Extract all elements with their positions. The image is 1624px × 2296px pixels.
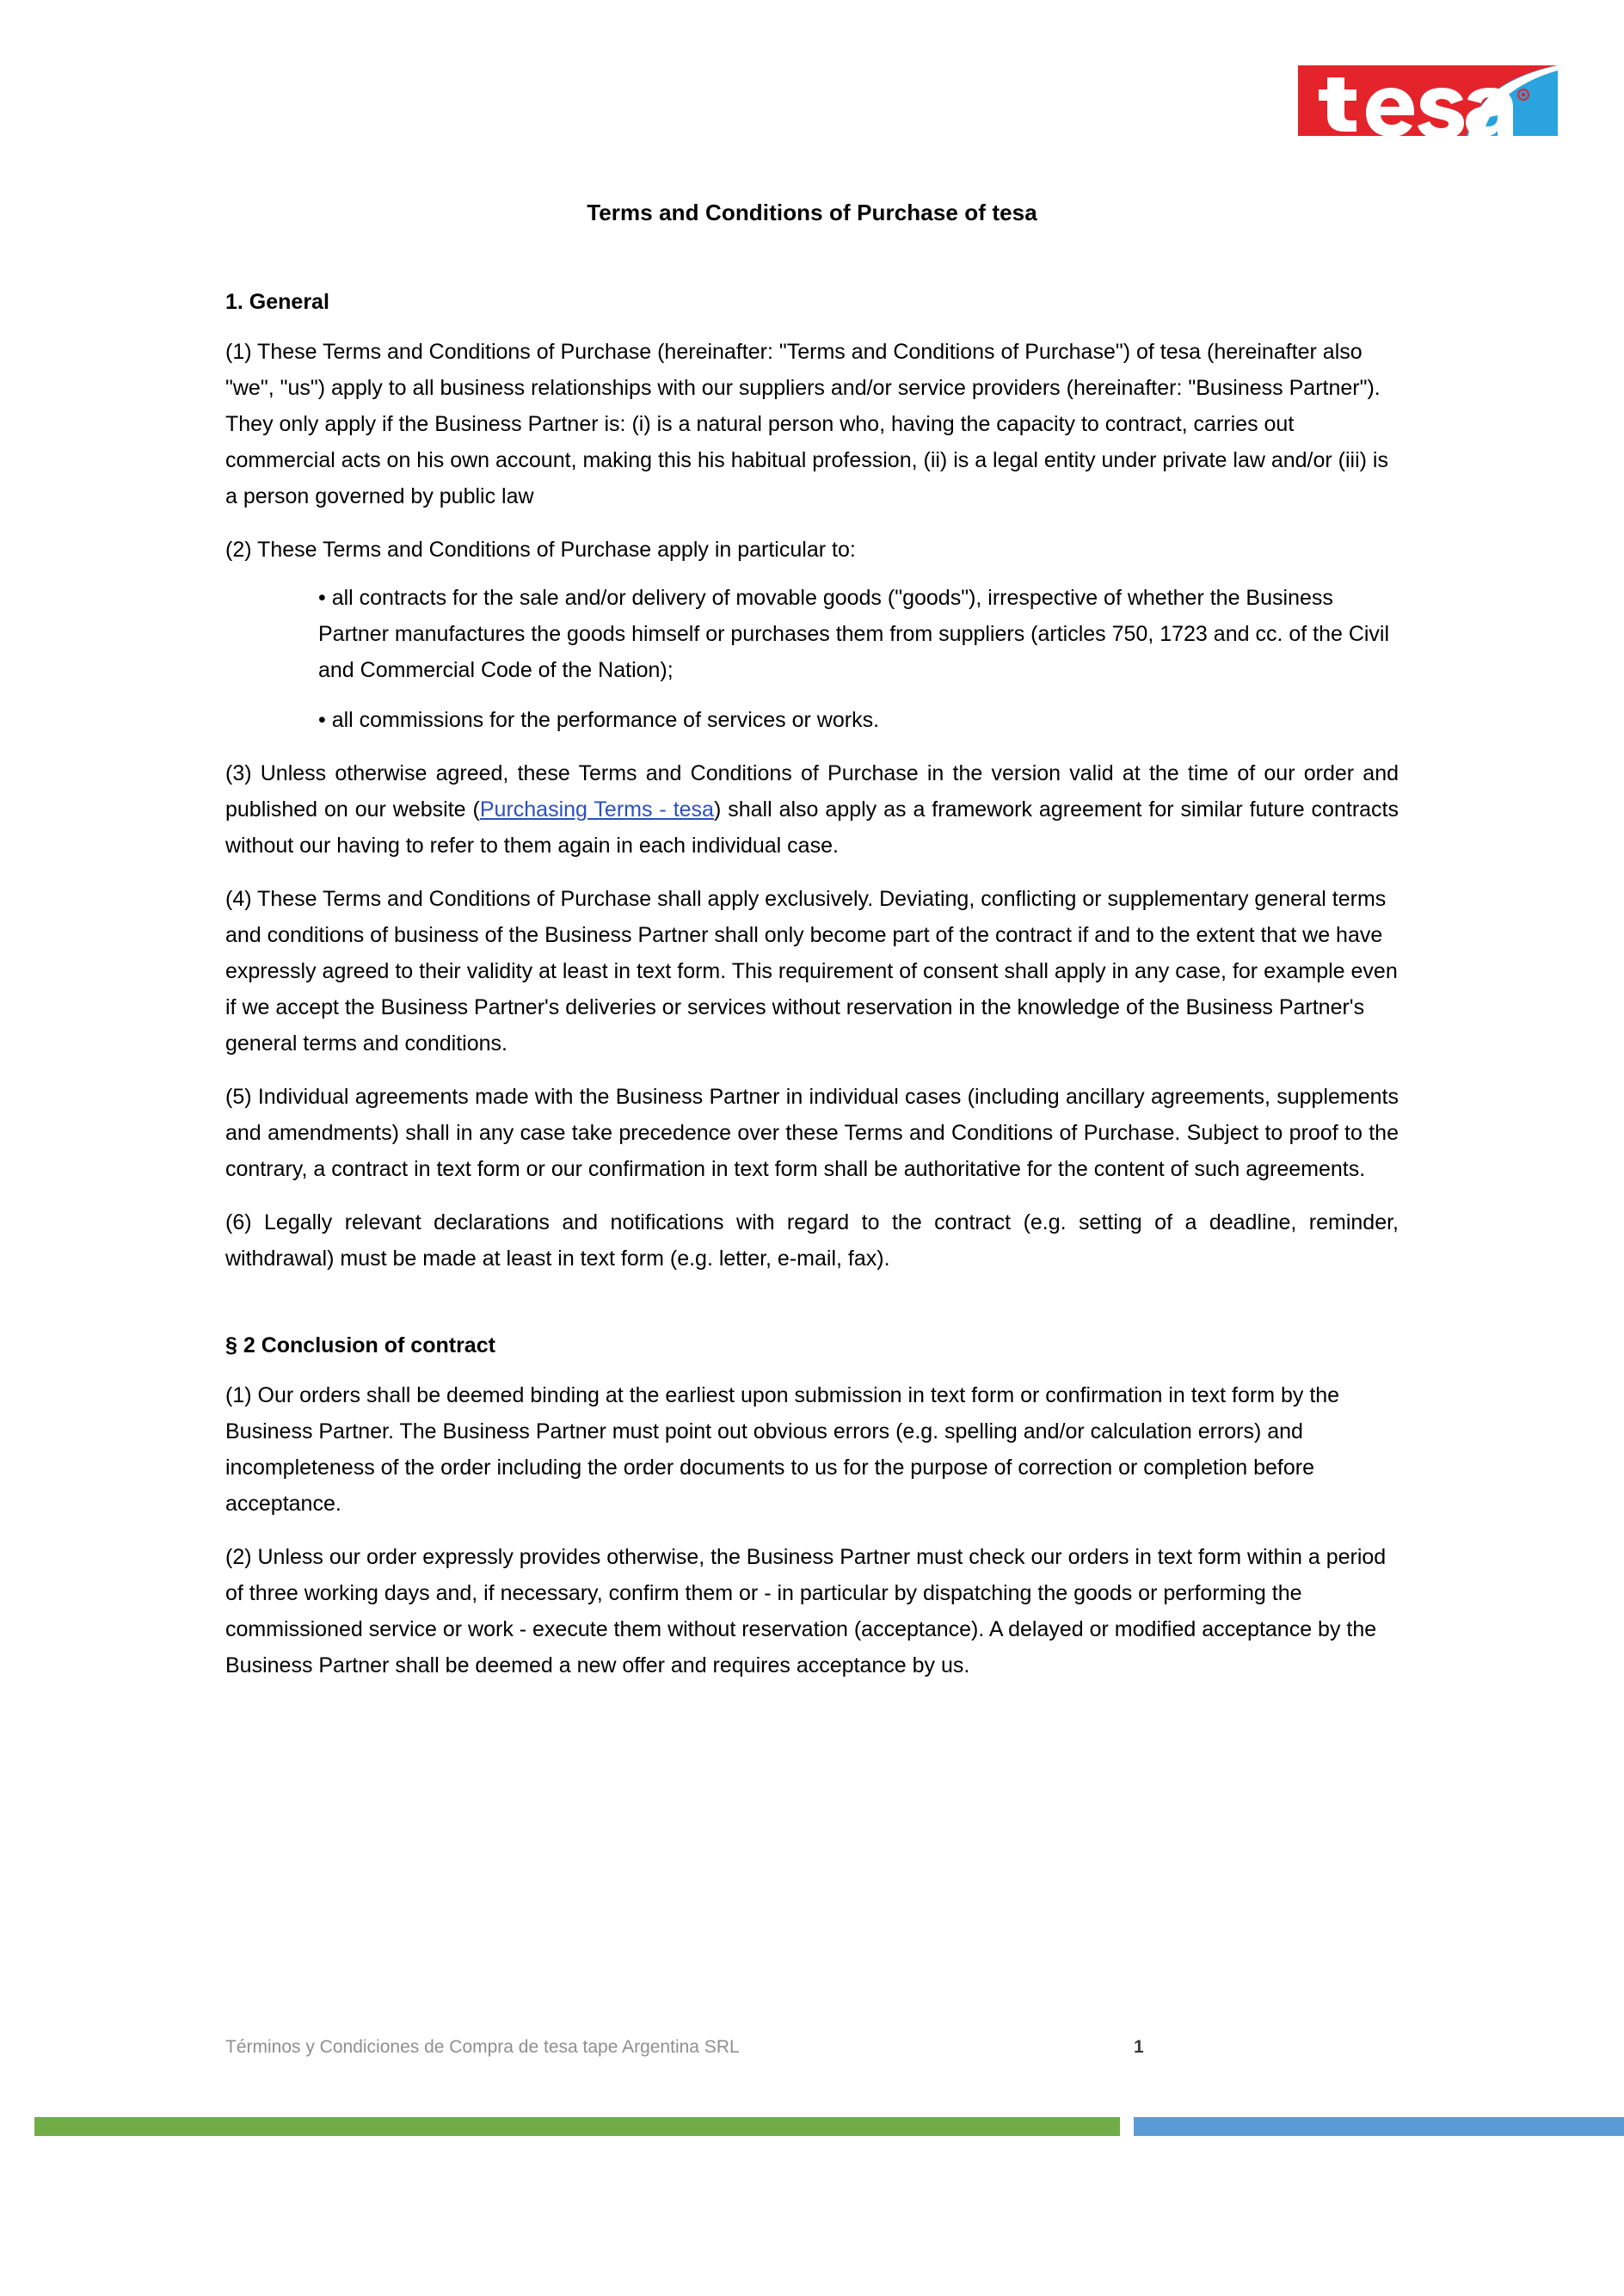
paragraph-1-4: (4) These Terms and Conditions of Purchase shall apply exclusively. Deviating, conflicting or supplementary general terms and conditions of business of the Business Partner shall only become part of the contract if and to the extent that we have expressly agreed to their validity at least in text form. This requirement of consent shall apply in any case, for example even if we accept the Business Partner's deliveries or services without reservation in the knowledge of the Business Partner's general terms and conditions.	[225, 887, 1398, 1056]
paragraph-1-3	[225, 755, 1399, 864]
section-heading-general: 1. General	[225, 290, 329, 314]
paragraph-1-3-pre: (3) Unless otherwise agreed, these Terms and Conditions of Purchase in the version valid at the time of our order and published on our website (	[225, 761, 1399, 822]
list-item-text: • all contracts for the sale and/or delivery of movable goods ("goods"), irrespective of whether the Business Partner manufactures the goods himself or purchases them from suppliers (articles 750, 1723 and cc. of the Civil and Commercial Code of the Nation);	[318, 586, 1390, 682]
paragraph-1-5: (5) Individual agreements made with the Business Partner in individual cases (including ancillary agreements, supplements and amendments) shall in any case take precedence over these Terms and Conditions of Purchase. Subject to proof to the contrary, a contract in text form or our confirmation in text form shall be authoritative for the content of such agreements.	[225, 1085, 1399, 1181]
section-heading-conclusion-of-contract: § 2 Conclusion of contract	[225, 1333, 495, 1357]
paragraph-1-1: (1) These Terms and Conditions of Purchase (hereinafter: "Terms and Conditions of Purchase") of tesa (hereinafter also "we", "us") apply to all business relationships with our suppliers and/or service providers (hereinafter: "Business Partner"). They only apply if the Business Partner is: (i) is a natural person who, having the capacity to contract, carries out commercial acts on his own account, making this his habitual profession, (ii) is a legal entity under private law and/or (iii) is a person governed by public law	[225, 340, 1388, 508]
paragraph-1-6: (6) Legally relevant declarations and notifications with regard to the contract (e.g. setting of a deadline, reminder, withdrawal) must be made at least in text form (e.g. letter, e-mail, fax).	[225, 1210, 1399, 1271]
list-item	[225, 702, 1399, 738]
paragraph-1-2: (2) These Terms and Conditions of Purchase apply in particular to:	[225, 538, 856, 562]
footer-bar-blue	[1134, 2117, 1624, 2136]
document-body	[225, 0, 1399, 1684]
paragraph-1-3-post: ) shall also apply as a framework agreement for similar future contracts without our having to refer to them again in each individual case.	[225, 797, 1399, 858]
list-item	[225, 580, 1399, 688]
page-title: Terms and Conditions of Purchase of tesa	[587, 200, 1037, 225]
footer-bar-green	[34, 2117, 1120, 2136]
page-number: 1	[1134, 2037, 1144, 2057]
footer-text: Términos y Condiciones de Compra de tesa tape Argentina SRL	[225, 2037, 740, 2057]
list-item-text: • all commissions for the performance of services or works.	[318, 708, 880, 732]
purchasing-terms-link[interactable]: Purchasing Terms - tesa	[479, 797, 714, 822]
paragraph-2-1: (1) Our orders shall be deemed binding at the earliest upon submission in text form or confirmation in text form by the Business Partner. The Business Partner must point out obvious errors (e.g. spelling and/or calculation errors) and incompleteness of the order including the order documents to us for the purpose of correction or completion before acceptance.	[225, 1383, 1340, 1516]
paragraph-2-2: (2) Unless our order expressly provides otherwise, the Business Partner must check our orders in text form within a period of three working days and, if necessary, confirm them or - in particular by dispatching the goods or performing the commissioned service or work - execute them without reservation (acceptance). A delayed or modified acceptance by the Business Partner shall be deemed a new offer and requires acceptance by us.	[225, 1545, 1387, 1677]
page-footer	[225, 2037, 1399, 2058]
